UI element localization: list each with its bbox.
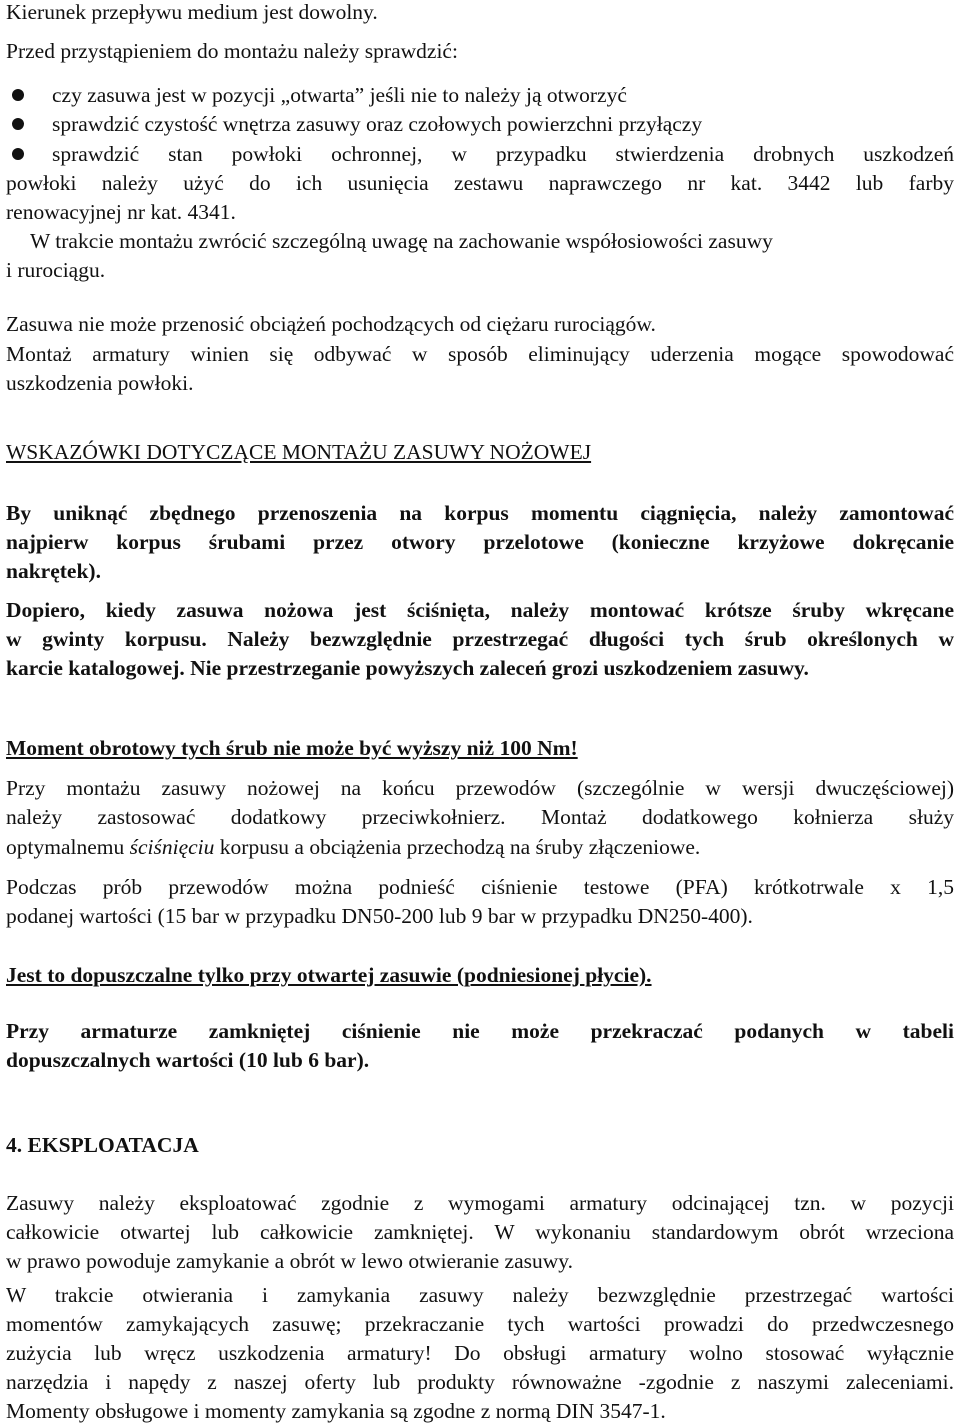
end-mount-line3 [6, 833, 954, 862]
bold-para2-line2: w gwinty korpusu. Należy bezwzględnie przestrzegać długości tych śrub określonych w [6, 627, 954, 651]
bullet-dot [12, 118, 24, 130]
pre-assembly-check-text: Przed przystąpieniem do montażu należy sprawdzić: [6, 39, 458, 63]
bullet-coating-line2: powłoki należy użyć do ich usunięcia zestawu naprawczego nr kat. 3442 lub farby [6, 171, 954, 195]
bold-para2-line3: karcie katalogowej. Nie przestrzeganie powyższych zaleceń grozi uszkodzeniem zasuwy. [6, 656, 809, 680]
mounting-note-line1: Montaż armatury winien się odbywać w sposób eliminujący uderzenia mogące spowodować [6, 342, 954, 366]
torques-para-line1: W trakcie otwierania i zamykania zasuwy należy bezwzględnie przestrzegać wartości [6, 1283, 954, 1307]
torques-para-line4: narzędzia i napędy z naszej oferty lub produkty równoważne -zgodnie z naszymi zaleceniami. [6, 1370, 954, 1394]
pressure-test-line2: podanej wartości (15 bar w przypadku DN50-200 lub 9 bar w przypadku DN250-400). [6, 904, 753, 928]
pipeline-load-note: Zasuwa nie może przenosić obciążeń pochodzących od ciężaru rurociągów. [6, 312, 656, 336]
bullet-valve-open: czy zasuwa jest w pozycji „otwarta” jeśli nie to należy ją otworzyć [52, 83, 627, 107]
torques-para-line3: zużycia lub wręcz uszkodzenia armatury! Do obsługi armatury wolno stosować wyłącznie [6, 1341, 954, 1365]
bullet-dot [12, 148, 24, 160]
mounting-note-line2: uszkodzenia powłoki. [6, 371, 194, 395]
end-mount-text-italic: ściśnięciu [129, 835, 215, 859]
end-mount-line2: należy zastosować dodatkowy przeciwkołnierz. Montaż dodatkowego kołnierza służy [6, 805, 954, 829]
torques-para-line2: momentów zamykających zasuwę; przekraczanie tych wartości prowadzi do przedwczesnego [6, 1312, 954, 1336]
operation-line2: całkowicie otwartej lub całkowicie zamkniętej. W wykonaniu standardowym obrót wrzeciona [6, 1220, 954, 1244]
section-heading-assembly: WSKAZÓWKI DOTYCZĄCE MONTAŻU ZASUWY NOŻOWEJ [6, 440, 592, 464]
bullet-coating-line1: sprawdzić stan powłoki ochronnej, w przypadku stwierdzenia drobnych uszkodzeń [52, 142, 954, 166]
torque-limit-heading: Moment obrotowy tych śrub nie może być wyższy niż 100 Nm! [6, 736, 578, 760]
operation-line3: w prawo powoduje zamykanie a obrót w lewo otwieranie zasuwy. [6, 1249, 573, 1273]
end-mount-line1: Przy montażu zasuwy nożowej na końcu przewodów (szczególnie w wersji dwuczęściowej) [6, 776, 954, 800]
coaxiality-note-line1: W trakcie montażu zwrócić szczególną uwagę na zachowanie współosiowości zasuwy [30, 229, 773, 253]
bold-para2-line1: Dopiero, kiedy zasuwa nożowa jest ściśnięta, należy montować krótsze śruby wkręcane [6, 598, 954, 622]
end-mount-text-a: optymalnemu [6, 835, 130, 859]
bullet-coating-line3: renowacyjnej nr kat. 4341. [6, 200, 236, 224]
coaxiality-note-line2: i rurociągu. [6, 258, 106, 282]
bold-para1-line3: nakrętek). [6, 559, 101, 583]
closed-valve-rule-line2: dopuszczalnych wartości (10 lub 6 bar). [6, 1048, 370, 1072]
end-mount-text-c: korpusu a obciążenia przechodzą na śruby złączeniowe. [214, 835, 701, 859]
section-4-heading: 4. EKSPLOATACJA [6, 1133, 199, 1157]
bullet-clean-interior: sprawdzić czystość wnętrza zasuwy oraz czołowych powierzchni przyłączy [52, 112, 703, 136]
operation-line1: Zasuwy należy eksploatować zgodnie z wymogami armatury odcinającej tzn. w pozycji [6, 1191, 954, 1215]
closed-valve-rule-line1: Przy armaturze zamkniętej ciśnienie nie może przekraczać podanych w tabeli [6, 1019, 954, 1043]
flow-direction-text: Kierunek przepływu medium jest dowolny. [6, 0, 378, 24]
torques-para-line5: Momenty obsługowe i momenty zamykania są zgodne z normą DIN 3547-1. [6, 1399, 666, 1423]
pressure-test-line1: Podczas prób przewodów można podnieść ciśnienie testowe (PFA) krótkotrwale x 1,5 [6, 875, 954, 899]
bullet-dot [12, 89, 24, 101]
open-valve-only-note: Jest to dopuszczalne tylko przy otwartej zasuwie (podniesionej płycie). [6, 963, 652, 987]
bold-para1-line2: najpierw korpus śrubami przez otwory przelotowe (konieczne krzyżowe dokręcanie [6, 530, 954, 554]
bold-para1-line1: By uniknąć zbędnego przenoszenia na korpus momentu ciągnięcia, należy zamontować [6, 501, 954, 525]
